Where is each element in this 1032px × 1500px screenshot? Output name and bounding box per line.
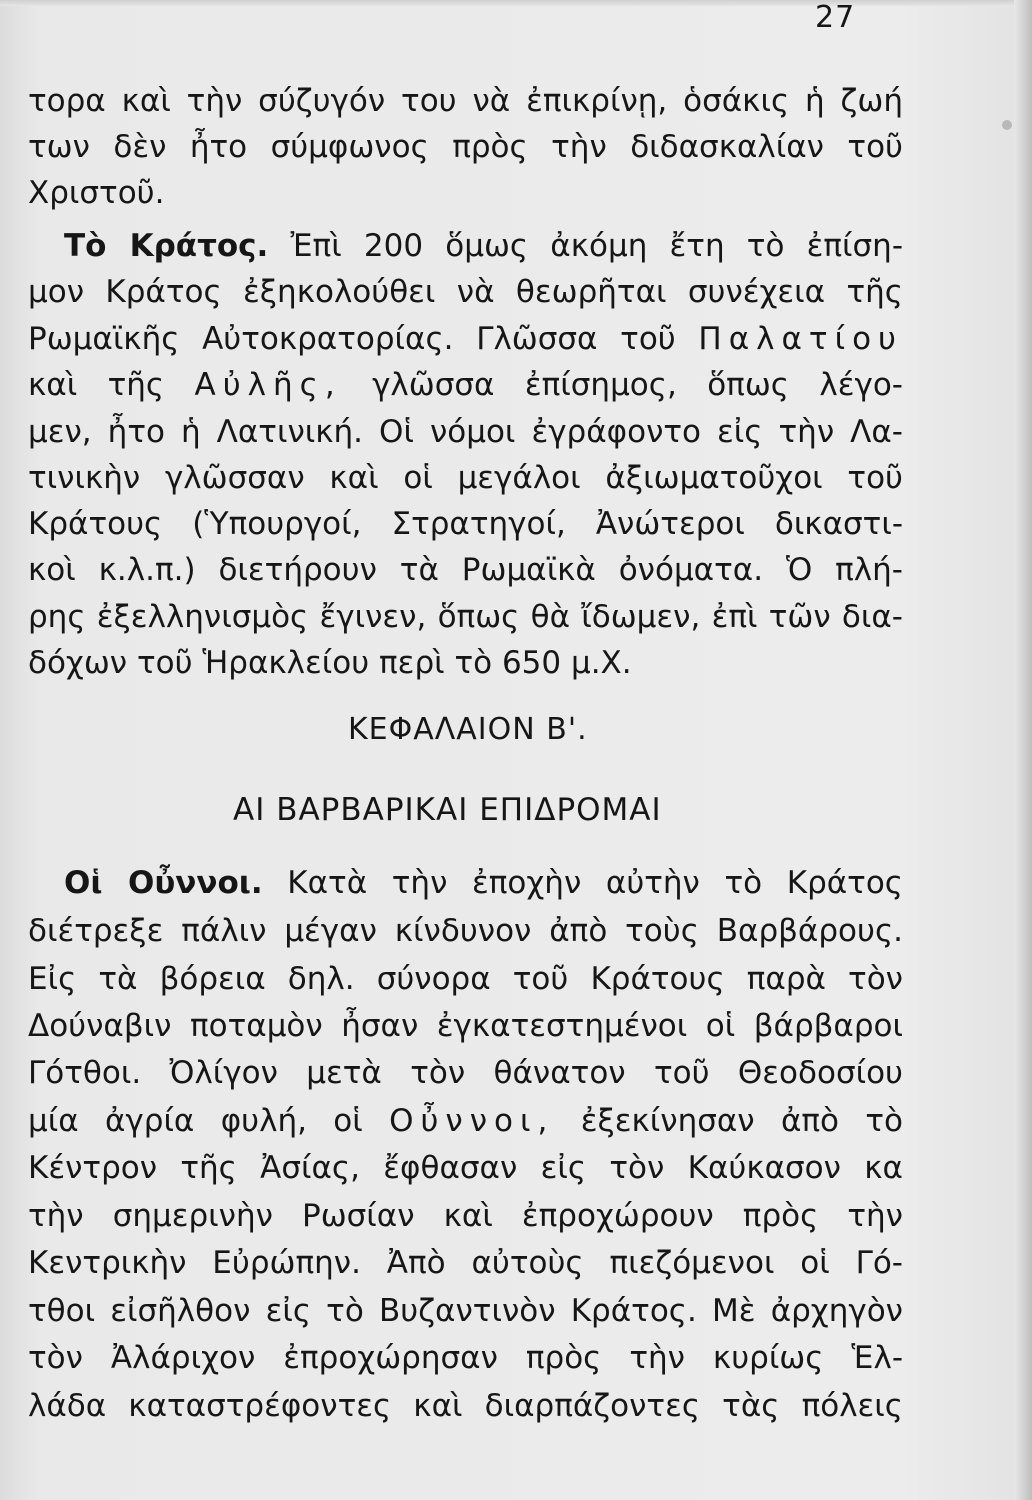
text-line: μεν, ἦτο ἡ Λατινική. Οἱ νόμοι ἐγράφοντο εἰς τὴν Λα- [28, 414, 903, 450]
page-top-edge [0, 0, 1032, 6]
text-line: Οἱ Οὖννοι. Κατὰ τὴν ἐποχὴν αὐτὴν τὸ Κράτος [64, 865, 904, 901]
text-line: κοὶ κ.λ.π.) διετήρουν τὰ Ρωμαϊκὰ ὀνόματα. Ὁ πλή- [28, 552, 903, 588]
text-line: ρης ἐξελληνισμὸς ἔγινεν, ὅπως θὰ ἴδωμεν, ἐπὶ τῶν δια- [28, 599, 903, 635]
text-line: Γότθοι. Ὀλίγον μετὰ τὸν θάνατον τοῦ Θεοδοσίου [28, 1055, 903, 1091]
text-line: των δὲν ἦτο σύμφωνος πρὸς τὴν διδασκαλίαν τοῦ [28, 129, 903, 165]
text-line: τθοι εἰσῆλθον εἰς τὸ Βυζαντινὸν Κράτος. Μὲ ἀρχηγὸν [28, 1293, 903, 1329]
ink-spot [1002, 120, 1012, 130]
section-heading: Οἱ Οὖννοι. [64, 865, 263, 901]
spaced-term: Παλατίου [698, 321, 903, 357]
text-line: καὶ τῆς Αὐλῆς, γλῶσσα ἐπίσημος, ὅπως λέγο- [28, 367, 903, 403]
text-line: λάδα καταστρέφοντες καὶ διαρπάζοντες τὰς πόλεις [28, 1388, 903, 1424]
text-line: δόχων τοῦ Ἡρακλείου περὶ τὸ 650 μ.Χ. [28, 645, 632, 681]
spaced-term: Οὖννοι, [389, 1103, 555, 1139]
page-number: 27 [815, 0, 856, 35]
text-line: τὸν Ἀλάριχον ἐπροχώρησαν πρὸς τὴν κυρίως Ἑλ- [28, 1340, 903, 1376]
text-line: τινικὴν γλῶσσαν καὶ οἱ μεγάλοι ἀξιωματοῦχοι τοῦ [28, 460, 903, 496]
text-line: Κράτους (Ὑπουργοί, Στρατηγοί, Ἀνώτεροι δικαστι- [28, 506, 903, 542]
text-line: τὴν σημερινὴν Ρωσίαν καὶ ἐπροχώρουν πρὸς τὴν [28, 1198, 903, 1234]
text-line: μία ἀγρία φυλή, οἱ Οὖννοι, ἐξεκίνησαν ἀπὸ τὸ [28, 1103, 903, 1139]
text-line: Χριστοῦ. [28, 175, 165, 211]
text-line: Δούναβιν ποταμὸν ἦσαν ἐγκατεστημένοι οἱ βάρβαροι [28, 1008, 903, 1044]
text-line: Ρωμαϊκῆς Αὐτοκρατορίας. Γλῶσσα τοῦ Παλατίου [28, 321, 903, 357]
text-line: τορα καὶ τὴν σύζυγόν του νὰ ἐπικρίνῃ, ὁσάκις ἡ ζωή [28, 83, 903, 119]
text-line: Εἰς τὰ βόρεια δηλ. σύνορα τοῦ Κράτους παρὰ τὸν [28, 961, 903, 997]
spaced-term: Αὐλῆς, [194, 367, 342, 403]
page-right-edge [1014, 0, 1032, 1500]
text-line: Κέντρον τῆς Ἀσίας, ἔφθασαν εἰς τὸν Καύκασον κα [28, 1150, 903, 1186]
section-heading: Τὸ Κράτος. [64, 228, 269, 264]
text-line: Τὸ Κράτος. Ἐπὶ 200 ὅμως ἀκόμη ἔτη τὸ ἐπίση- [64, 228, 904, 264]
text-line: διέτρεξε πάλιν μέγαν κίνδυνον ἀπὸ τοὺς Βαρβάρους. [28, 913, 903, 949]
chapter-label: ΚΕΦΑΛΑΙΟΝ Β'. [348, 712, 588, 747]
text-line: Κεντρικὴν Εὐρώπην. Ἀπὸ αὐτοὺς πιεζόμενοι οἱ Γό- [28, 1245, 903, 1281]
text-line: μον Κράτος ἐξηκολούθει νὰ θεωρῆται συνέχεια τῆς [28, 274, 903, 310]
chapter-title: ΑΙ ΒΑΡΒΑΡΙΚΑΙ ΕΠΙΔΡΟΜΑΙ [233, 792, 662, 828]
